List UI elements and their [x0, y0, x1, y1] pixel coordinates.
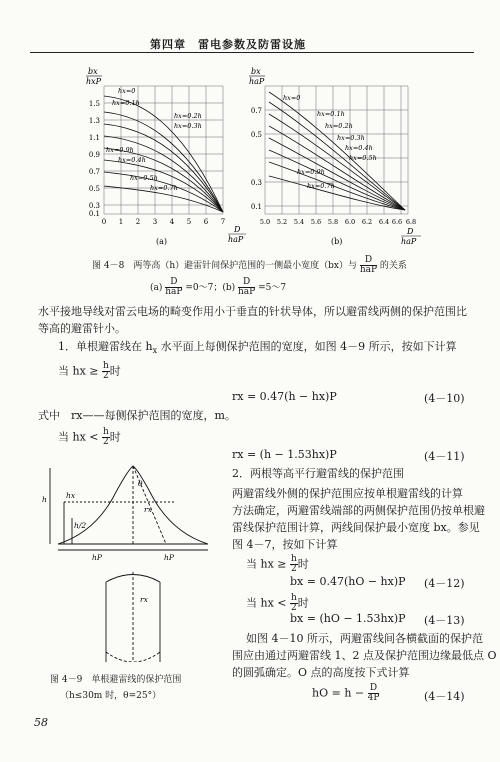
chart-a-xtick: 2	[135, 218, 141, 226]
figure-4-8a	[72, 62, 247, 252]
figure-4-9-caption: 图 4－9 单根避雷线的保护范围	[50, 675, 182, 685]
chart-b-xtick: 5.0	[259, 218, 271, 226]
chart-b-curve-label: hx=0.7h	[307, 182, 335, 190]
paragraph-line: 图 4－7，按如下计算	[232, 538, 338, 551]
chart-a-curve-label: hx=0.4h	[118, 156, 146, 164]
chart-a-ytick: 0.1	[88, 210, 100, 218]
paragraph-line: 围应由通过两避雷线 1、2 点及保护范围边缘最低点 O	[232, 649, 497, 662]
equation-4-11: rx = (h − 1.53hx)P	[232, 448, 337, 461]
chart-a-sublabel: (a)	[156, 237, 168, 246]
caption-text-end: 的关系	[379, 261, 407, 271]
header-rule	[30, 52, 474, 53]
chart-a-curve-label: hx=0.3h	[174, 122, 202, 130]
chart-a-xtick: 3	[152, 218, 158, 226]
figure-4-8b	[245, 62, 425, 252]
hx-label: hx	[66, 491, 76, 500]
condition-1: 当 hx ≥ $\frac{h}{2}$ 时	[58, 361, 121, 381]
chart-a-xtick: 1	[118, 218, 124, 226]
chart-a-xlabel-den: haP	[228, 235, 244, 244]
chart-b-sublabel: (b)	[331, 237, 343, 246]
chart-a-xtick: 5	[186, 218, 192, 226]
figure-4-8-subcaption: (a) $\frac{D}{\text{haP}}$ =0～7；(b) $\frac{D}{\text{haP}}$ =5～7	[150, 277, 287, 297]
equation-number: (4－14)	[424, 690, 465, 703]
chart-a-ytick: 0.9	[88, 151, 100, 159]
figure-4-9	[36, 462, 231, 662]
chart-a-ylabel-num: bx	[88, 67, 98, 76]
chart-b-ylabel-num: bx	[251, 67, 261, 76]
chart-a-ytick: 1.1	[88, 134, 100, 142]
where-clause: 式中 rx——每侧保护范围的宽度，m。	[38, 409, 236, 422]
chart-a-ytick: 0.3	[88, 202, 100, 210]
chart-a-curve-label: hx=0.9h	[106, 146, 134, 154]
chart-a-xtick: 0	[101, 218, 107, 226]
condition-2: 当 hx < $\frac{h}{2}$ 时	[58, 427, 121, 447]
chart-b-curve-label: hx=0.2h	[325, 122, 353, 130]
equation-number: (4－13)	[424, 614, 465, 627]
chart-b-xtick: 6.8	[405, 218, 417, 226]
chart-b-ytick: 0.1	[250, 203, 262, 211]
chart-a-ylabel-den: hxP	[86, 77, 102, 86]
chart-b-ytick: 0.5	[250, 131, 262, 139]
chart-a-xtick: 7	[220, 218, 226, 226]
paragraph-line: 雷线保护范围计算，两线间保护最小宽度 bx。参见	[232, 521, 480, 534]
paragraph-line: 等高的避雷针小。	[38, 322, 126, 335]
paragraph-line: 两避雷线外侧的保护范围应按单根避雷线的计算	[232, 487, 463, 500]
chart-b-xtick: 6.6	[391, 218, 403, 226]
equation-4-10: rx = 0.47(h − hx)P	[232, 390, 337, 403]
chart-a-ytick: 0.5	[88, 185, 100, 193]
chart-b-xlabel-den: haP	[401, 237, 417, 246]
chart-b-curve-label: hx=0.3h	[337, 134, 365, 142]
paragraph-line: 的圆弧确定。O 点的高度按下式计算	[232, 666, 410, 679]
chart-b-xtick: 6.2	[361, 218, 373, 226]
page-number: 58	[34, 716, 48, 729]
chart-b-curve-label: hx=0.9h	[297, 168, 325, 176]
chart-a-ytick: 1.3	[88, 117, 100, 125]
section-2-heading: 2．两根等高平行避雷线的保护范围	[232, 467, 404, 480]
chart-a-ytick: 0.7	[88, 168, 100, 176]
equation-4-13: bx = (hO − 1.53hx)P	[290, 612, 406, 625]
chart-b-xtick: 5.2	[276, 218, 288, 226]
chart-a-curve-label: hx=0.5h	[130, 174, 158, 182]
section-1-heading: 1．单根避雷线在 $h_x$ 水平面上每侧保护范围的宽度，如图 4－9 所示，按如下计算	[58, 340, 457, 356]
chart-a-curve-label: hx=0.7h	[150, 184, 178, 192]
chart-b-curve-label: hx=0.1h	[317, 110, 345, 118]
paragraph-line: 方法确定，两避雷线端部的两侧保护范围仍按单根避	[232, 504, 485, 517]
chart-a-xlabel-num: D	[234, 225, 241, 234]
figure-4-9-subcaption: （h≤30m 时，θ=25°）	[60, 691, 162, 701]
equation-number: (4－12)	[424, 577, 465, 590]
chart-a-curve-label: hx=0.2h	[174, 112, 202, 120]
chart-b-curve-label: hx=0.4h	[345, 144, 373, 152]
condition-4: 当 hx < $\frac{h}{2}$ 时	[246, 593, 309, 613]
chart-b-ytick: 0.7	[250, 107, 262, 115]
chart-a-xtick: 4	[169, 218, 175, 226]
equation-number: (4－10)	[424, 392, 465, 405]
caption-fraction: $\frac{D}{\text{haP}}$	[359, 255, 378, 275]
hp-label-left: hP	[92, 553, 102, 562]
chart-b-xtick: 6.0	[344, 218, 356, 226]
paragraph-line: 水平接地导线对雷云电场的畸变作用小于垂直的针状导体，所以避雷线两侧的保护范围比	[38, 305, 467, 318]
hp-label-right: hP	[164, 553, 174, 562]
chapter-header: 第四章 雷电参数及防雷设施	[150, 38, 306, 51]
theta-label: θ	[138, 479, 143, 488]
h-label: h	[42, 495, 47, 504]
equation-4-14: hO = h − $\frac{D}{4P}$	[312, 683, 380, 703]
chart-b-curve-label: hx=0.5h	[349, 154, 377, 162]
h-half-label: h/2	[74, 521, 87, 530]
chart-b-xtick: 6.4	[378, 218, 390, 226]
equation-number: (4－11)	[424, 450, 465, 463]
caption-text: 图 4－8 两等高（h）避雷针间保护范围的一侧最小宽度（bx）与	[92, 261, 357, 271]
rx-label-2: rx	[140, 595, 148, 604]
condition-3: 当 hx ≥ $\frac{h}{2}$ 时	[246, 554, 309, 574]
chart-b-xtick: 5.6	[310, 218, 322, 226]
chart-b-xtick: 5.4	[293, 218, 305, 226]
chart-b-xlabel-num: D	[407, 227, 414, 236]
chart-b-curve-label: hx=0	[283, 94, 301, 102]
rx-label: rx	[144, 505, 152, 514]
figure-4-8-caption	[92, 256, 407, 275]
equation-4-12: bx = 0.47(hO − hx)P	[290, 575, 406, 588]
chart-a-xtick: 6	[203, 218, 209, 226]
chart-b-ylabel-den: haP	[249, 77, 265, 86]
chart-a-ytick: 1.5	[88, 100, 100, 108]
chart-a-curve-label: hx=0.1h	[112, 99, 140, 107]
chart-a-curve-label: hx=0	[118, 87, 136, 95]
chart-b-ytick: 0.3	[250, 179, 262, 187]
chart-b-xtick: 5.8	[327, 218, 339, 226]
paragraph-line: 如图 4－10 所示，两避雷线间各横截面的保护范	[246, 632, 483, 645]
